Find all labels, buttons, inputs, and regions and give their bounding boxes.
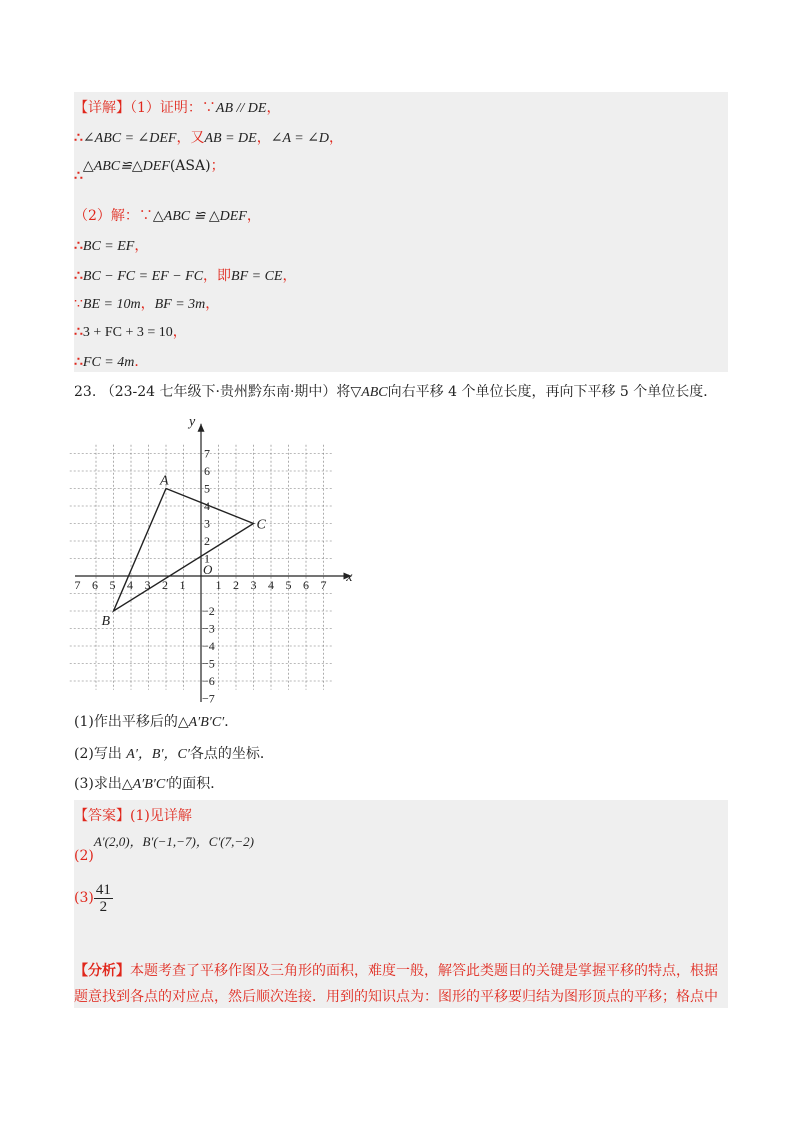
question-text: 向右平移 4 个单位长度，再向下平移 5 个单位长度． [387, 384, 718, 400]
vertex-label-a: A [160, 473, 169, 489]
math-expr: BE = 10m [82, 297, 141, 312]
punct: ， [203, 268, 218, 284]
sub-question-text: 的面积． [168, 776, 225, 792]
therefore-symbol: ∴ [74, 130, 83, 146]
punct: ． [224, 714, 239, 730]
therefore-symbol: ∴ [74, 168, 83, 184]
analysis-paragraph [74, 958, 728, 1010]
fraction-numerator: 41 [95, 881, 111, 898]
punct: ， [246, 208, 261, 224]
y-tick-label: 3 [204, 516, 210, 531]
detail-line-6 [74, 266, 297, 287]
answer-tag: 【答案】 [74, 808, 130, 824]
y-tick-label: 6 [204, 464, 210, 478]
sub-question-1 [74, 712, 238, 733]
punct: ， [256, 130, 271, 146]
sub-question-3 [74, 774, 224, 795]
y-tick-label: −2 [202, 604, 215, 618]
x-tick-label: 6 [303, 578, 309, 592]
word-again: 又 [190, 130, 205, 146]
because-symbol: ∵ [138, 208, 153, 224]
math-expr: △A′B′C′ [177, 715, 225, 730]
x-tick-label: 5 [109, 578, 116, 592]
detail-line-1 [74, 98, 280, 119]
detail-tag: 【详解】 [74, 100, 130, 116]
answer-line-1 [74, 806, 192, 826]
math-expr: BC − FC = EF − FC [82, 269, 204, 284]
punct: ， [329, 130, 344, 146]
math-expr: △A′B′C′ [121, 777, 169, 792]
question-number: 23. [74, 384, 97, 400]
math-expr: BC = EF [82, 239, 135, 254]
y-tick-label: −3 [202, 621, 215, 636]
because-symbol: ∵ [201, 100, 216, 116]
punct: ， [176, 130, 191, 146]
punct: ， [282, 268, 297, 284]
origin-label: O [203, 562, 213, 577]
answer-2-prefix: (2) [74, 848, 94, 864]
detail-line-2 [74, 128, 343, 149]
x-tick-label: 1 [215, 578, 222, 592]
therefore-symbol: ∴ [74, 238, 83, 254]
fraction-denominator: 2 [99, 898, 108, 915]
x-tick-label: 1 [179, 578, 186, 592]
analysis-text: 本题考查了平移作图及三角形的面积，难度一般，解答此类题目的关键是掌握平移的特点，根据题意找到各点的对应点，然后顺次连接．用到的知识点为：图形的平移要归结为图形顶点的平移；格点中 [74, 963, 718, 1005]
math-expr: ∠A = ∠D [270, 131, 330, 146]
punct: ， [205, 296, 220, 312]
math-expr: 3 + FC + 3 = 10 [82, 325, 173, 340]
vertex-label-b: B [101, 614, 111, 629]
analysis-tag: 【分析】 [74, 963, 130, 979]
punct: ， [172, 324, 187, 340]
sub-question-text: (1)作出平移后的 [74, 714, 178, 730]
math-expr: A′，B′，C′ [126, 747, 190, 762]
y-axis-arrow [198, 424, 205, 432]
therefore-symbol: ∴ [74, 324, 83, 340]
math-expr: ▽ABC [350, 385, 388, 400]
x-tick-label: 4 [268, 578, 274, 592]
sub-question-text: (2)写出 [74, 746, 127, 762]
punct: ， [140, 296, 155, 312]
math-expr: ∠ABC = ∠DEF [82, 131, 177, 146]
x-tick-label: 2 [233, 578, 239, 592]
question-source: （23-24 七年级下·贵州黔东南·期中）将 [100, 384, 351, 400]
y-tick-label: −6 [202, 674, 215, 688]
math-expr: AB // DE [215, 101, 267, 116]
detail-line-5 [74, 236, 148, 257]
detail-part1-label: （1）证明： [130, 100, 202, 116]
answer-line-3 [74, 878, 113, 918]
x-tick-label: 7 [320, 578, 327, 592]
math-expr: (ASA) [169, 158, 211, 174]
answer-line-2 [74, 832, 254, 864]
triangle-abc [102, 474, 267, 630]
x-tick-label: 5 [285, 578, 292, 592]
y-tick-label: −7 [202, 691, 215, 706]
sub-question-text: (3)求出 [74, 776, 122, 792]
y-tick-label: 4 [204, 499, 210, 513]
vertex-label-c: C [256, 517, 266, 533]
y-tick-label: 7 [204, 446, 210, 461]
y-tick-label: 1 [204, 551, 210, 566]
math-expr: FC = 4m [82, 355, 135, 370]
question-line [74, 382, 717, 403]
y-tick-label: 5 [204, 481, 210, 496]
detail-line-7 [74, 294, 219, 315]
punct: ， [134, 238, 149, 254]
therefore-symbol: ∴ [74, 354, 83, 370]
coordinate-grid-figure [70, 414, 360, 706]
answer-3-prefix: (3) [74, 890, 94, 906]
sub-question-2 [74, 744, 274, 765]
math-expr: BF = CE [231, 269, 283, 284]
sub-question-text: 各点的坐标． [189, 746, 274, 762]
math-expr: BF = 3m [154, 297, 206, 312]
punct: ； [210, 158, 225, 174]
answer-1: (1)见详解 [130, 808, 192, 824]
y-axis-label: y [189, 414, 196, 430]
x-tick-label: 4 [127, 578, 133, 592]
math-expr: △ABC ≌ △DEF [152, 209, 247, 224]
y-tick-label: 2 [204, 534, 210, 548]
answer-3-fraction [94, 882, 113, 915]
y-tick-label: −5 [202, 656, 215, 671]
x-tick-label: 2 [162, 578, 168, 592]
answer-2-coords: A′(2,0)，B′(−1,−7)，C′(7,−2) [93, 834, 254, 849]
detail-line-4 [74, 206, 261, 227]
word-namely: 即 [217, 268, 232, 284]
x-axis-label: x [346, 570, 353, 585]
detail-line-3 [74, 156, 225, 184]
detail-part2-label: （2）解： [74, 208, 139, 224]
x-tick-label: 6 [92, 578, 98, 592]
punct: ， [266, 100, 281, 116]
x-tick-label: 3 [250, 578, 257, 592]
y-tick-label: −4 [202, 639, 215, 653]
detail-line-8 [74, 322, 187, 343]
detail-line-9 [74, 352, 148, 373]
x-tick-label: 3 [144, 578, 151, 592]
x-tick-label: 7 [74, 578, 81, 592]
math-expr: △ABC≌△DEF [82, 159, 170, 174]
therefore-symbol: ∴ [74, 268, 83, 284]
punct: ． [134, 354, 149, 370]
math-expr: AB = DE [204, 131, 257, 146]
because-symbol: ∵ [74, 296, 83, 312]
